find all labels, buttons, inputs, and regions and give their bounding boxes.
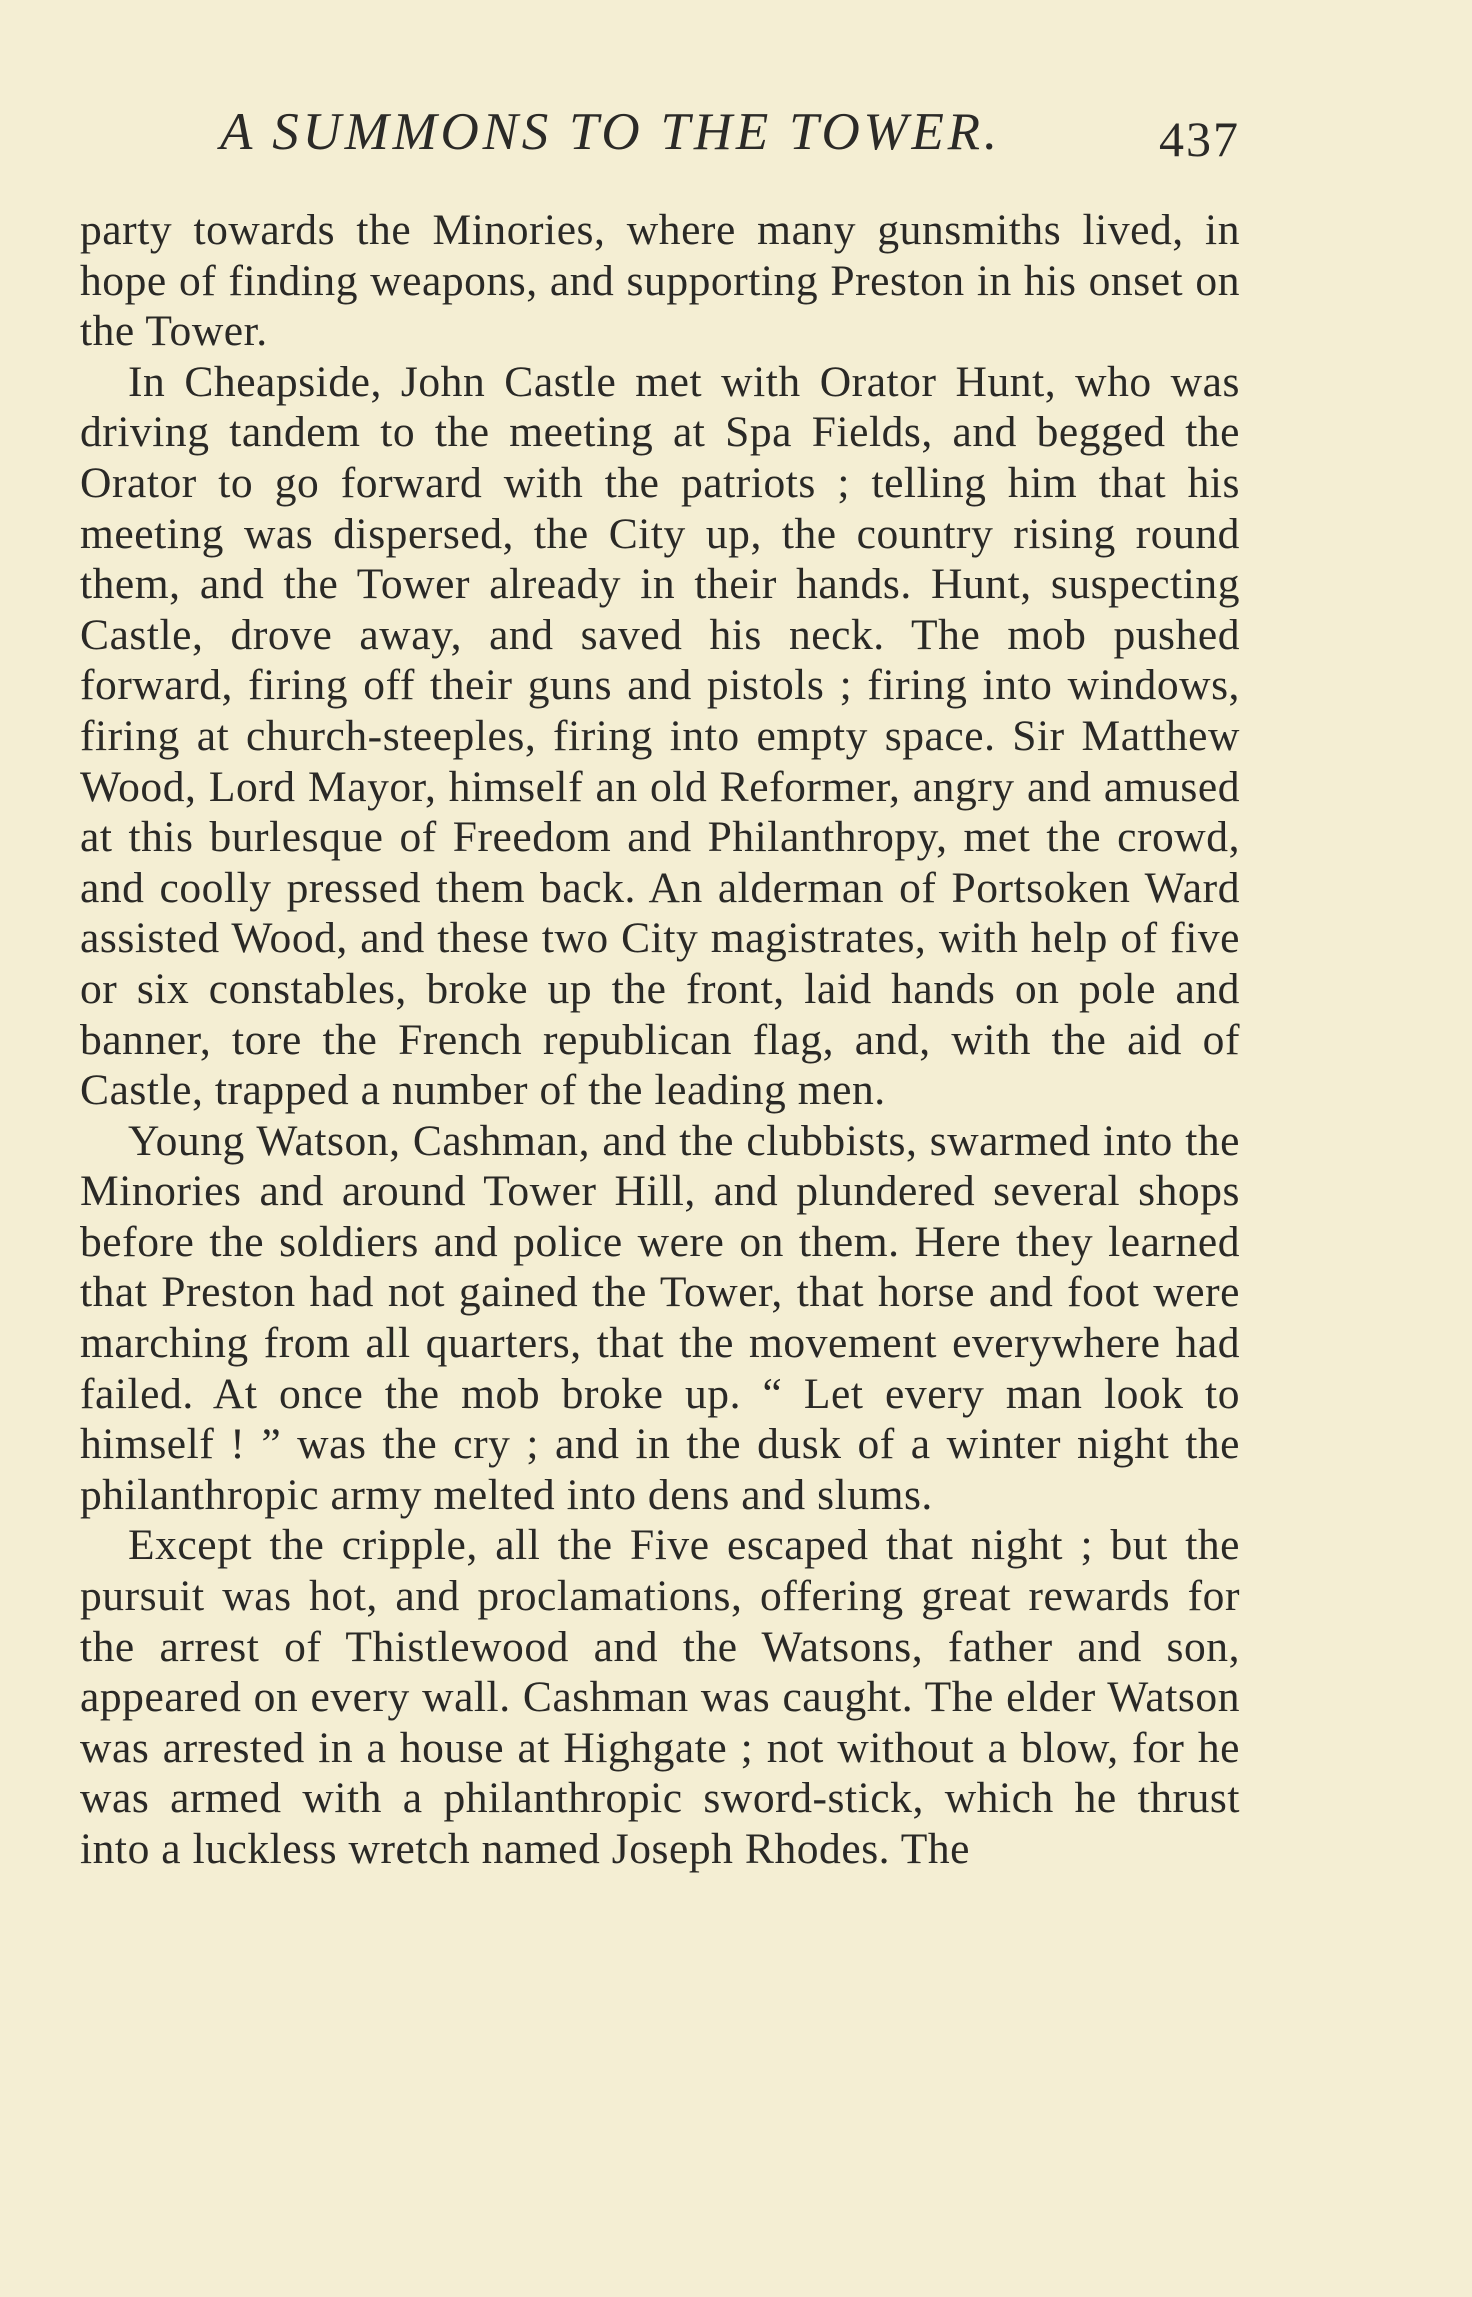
paragraph-continuation: party towards the Minories, where many gunsmiths lived, in hope of finding weapons, and supporting Preston in his onset on the Tower. <box>80 206 1240 356</box>
page-number: 437 <box>1159 111 1240 167</box>
body-text <box>80 205 1240 1875</box>
paragraph-cheapside: In Cheapside, John Castle met with Orator Hunt, who was driving tandem to the meeting at Spa Fields, and begged the Orator to go forward with the patriots ; telling him that his meeting was dispersed, the City up, the country rising round them, and the Tower already in their hands. Hunt, suspecting Castle, drove away, and saved his neck. The mob pushed forward, firing off their guns and pistols ; firing into windows, firing at church-steeples, firing into empty space. Sir Matthew Wood, Lord Mayor, himself an old Reformer, angry and amused at this burlesque of Freedom and Philanthropy, met the crowd, and coolly pressed them back. An alderman of Portsoken Ward assisted Wood, and these two City magistrates, with help of five or six constables, broke up the front, laid hands on pole and banner, tore the French republican flag, and, with the aid of Castle, trapped a number of the leading men. <box>80 357 1240 1115</box>
running-head <box>220 102 1240 172</box>
chapter-running-title: A SUMMONS TO THE TOWER. <box>220 103 1001 161</box>
paragraph-young-watson: Young Watson, Cashman, and the clubbists, swarmed into the Minories and around Tower Hill, and plundered several shops before the soldiers and police were on them. Here they learned that Preston had not gained the Tower, that horse and foot were marching from all quarters, that the movement everywhere had failed. At once the mob broke up. “ Let every man look to himself ! ” was the cry ; and in the dusk of a winter night the philanthropic army melted into dens and slums. <box>80 1116 1240 1519</box>
paragraph-escape: Except the cripple, all the Five escaped that night ; but the pursuit was hot, and proclamations, offering great rewards for the arrest of Thistlewood and the Watsons, father and son, appeared on every wall. Cashman was caught. The elder Watson was arrested in a house at Highgate ; not without a blow, for he was armed with a philanthropic sword-stick, which he thrust into a luckless wretch named Joseph Rhodes. The <box>80 1521 1240 1873</box>
